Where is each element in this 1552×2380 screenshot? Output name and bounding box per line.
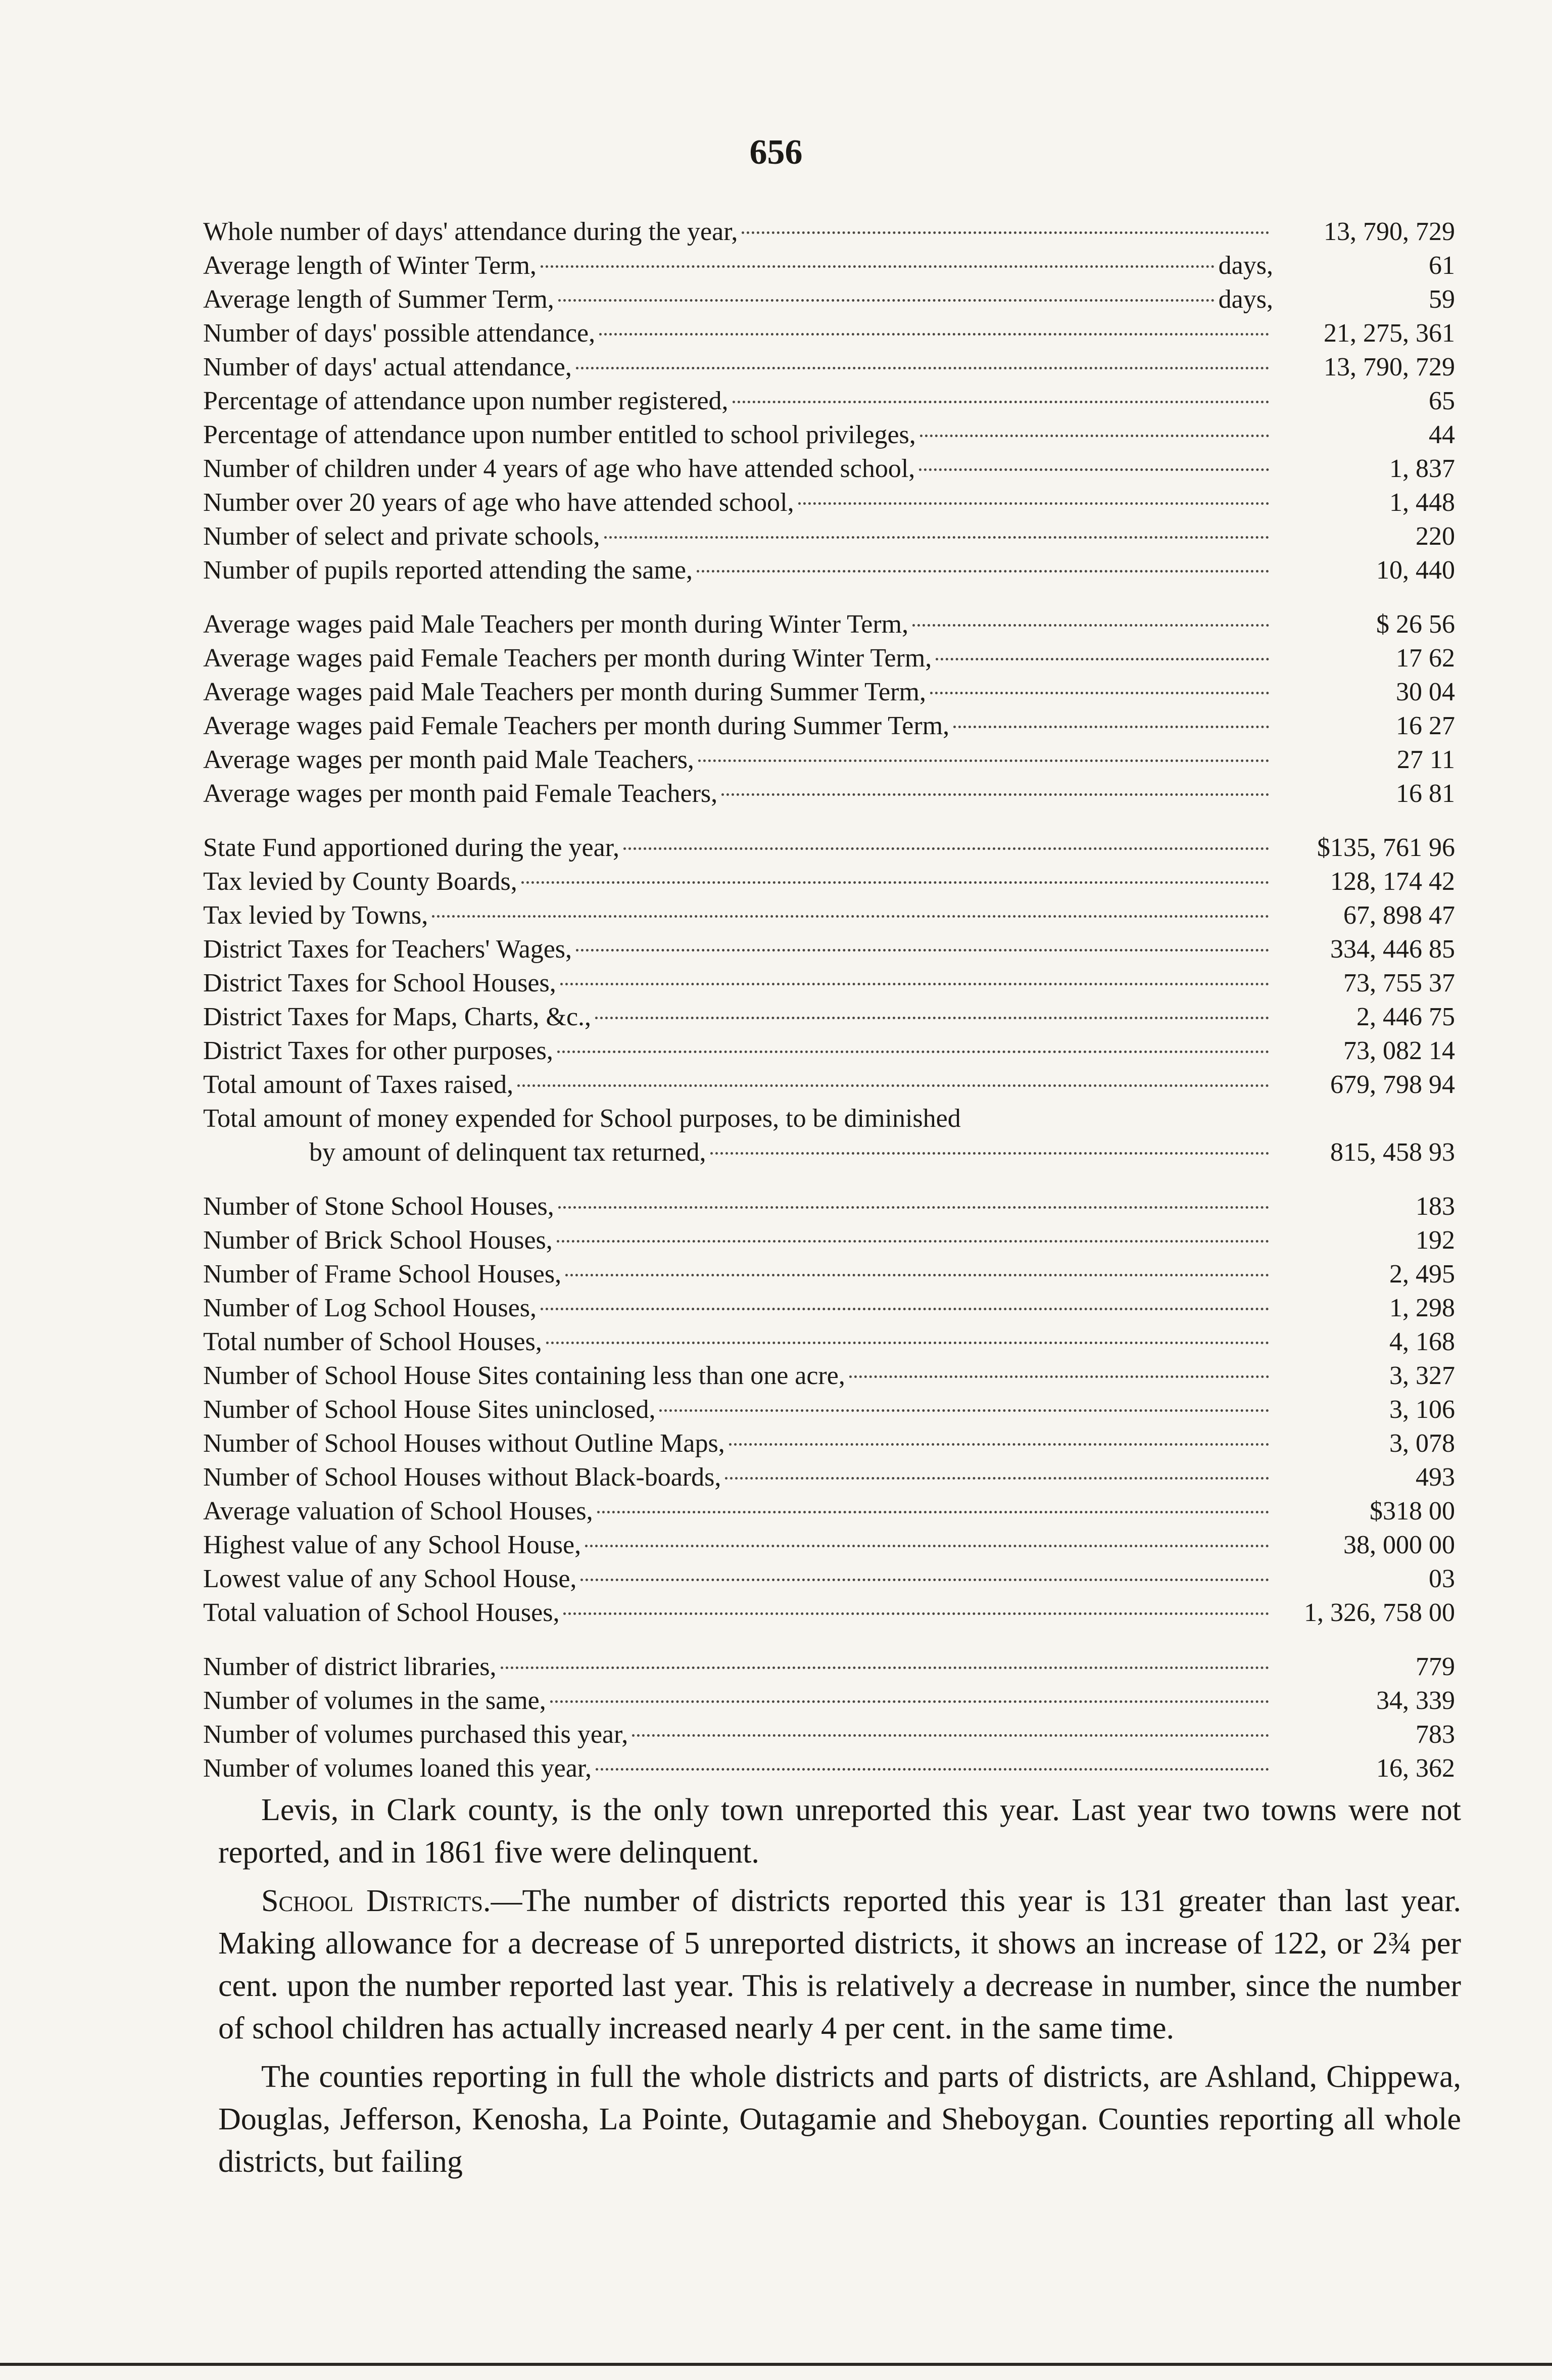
stat-value: 73, 755 37 <box>1343 969 1455 997</box>
stat-row <box>203 1393 1455 1426</box>
stat-row <box>203 966 1455 1000</box>
stat-value: 03 <box>1429 1564 1455 1593</box>
dot-leader <box>920 434 1269 437</box>
stat-row <box>203 1325 1455 1359</box>
stat-label: Average wages per month paid Female Teachers, <box>203 779 718 808</box>
stat-row <box>203 865 1455 898</box>
stat-row <box>203 1359 1455 1393</box>
stat-label: Number of district libraries, <box>203 1652 497 1681</box>
attendance-group <box>203 215 1455 587</box>
stat-label: Number of select and private schools, <box>203 522 600 551</box>
wages-group <box>203 607 1455 811</box>
stat-value: 183 <box>1416 1192 1455 1221</box>
stat-value: 34, 339 <box>1376 1686 1455 1715</box>
stat-label: Average wages paid Female Teachers per month during Summer Term, <box>203 711 950 740</box>
stat-label: Number of Frame School Houses, <box>203 1260 562 1289</box>
dot-leader <box>798 502 1269 505</box>
stat-row <box>203 777 1455 811</box>
stat-label: District Taxes for Maps, Charts, &c., <box>203 1003 592 1031</box>
stat-row <box>203 709 1455 743</box>
stat-row <box>203 831 1455 865</box>
stat-value: 16 27 <box>1396 711 1455 740</box>
stat-row <box>203 1650 1455 1684</box>
dot-leader <box>623 847 1269 850</box>
dot-leader <box>912 624 1269 627</box>
stat-label: Average length of Winter Term, <box>203 251 537 280</box>
stat-value: 128, 174 42 <box>1330 867 1455 896</box>
stat-row <box>203 316 1455 350</box>
stat-value: 1, 326, 758 00 <box>1304 1598 1455 1627</box>
stat-row <box>203 1596 1455 1630</box>
stat-value: 17 62 <box>1396 644 1455 673</box>
stat-row <box>203 641 1455 675</box>
section-heading: School Districts. <box>261 1884 491 1918</box>
stat-label: Tax levied by County Boards, <box>203 867 517 896</box>
dot-leader <box>557 1050 1269 1053</box>
stat-row <box>203 1460 1455 1494</box>
dot-leader <box>936 657 1269 660</box>
stat-row <box>203 452 1455 486</box>
stat-label: by amount of delinquent tax returned, <box>309 1138 706 1167</box>
stat-label: Average wages paid Female Teachers per month during Winter Term, <box>203 644 932 673</box>
stat-label: Average wages per month paid Male Teachers, <box>203 745 694 774</box>
stat-row <box>203 1426 1455 1460</box>
stat-unit: days, <box>1218 251 1273 280</box>
dot-leader <box>517 1084 1269 1087</box>
stat-label: Number of School Houses without Outline Maps, <box>203 1429 725 1458</box>
dot-leader <box>596 1768 1269 1771</box>
dot-leader <box>563 1612 1269 1615</box>
bottom-rule <box>0 2363 1552 2366</box>
stat-row <box>203 553 1455 587</box>
stat-row <box>203 350 1455 384</box>
stat-label: Total number of School Houses, <box>203 1327 542 1356</box>
stat-label: District Taxes for Teachers' Wages, <box>203 935 572 964</box>
dot-leader <box>558 299 1215 302</box>
dot-leader <box>580 1578 1269 1581</box>
stat-value: 1, 448 <box>1389 488 1455 517</box>
stat-row <box>203 1068 1455 1102</box>
dot-leader <box>698 759 1269 762</box>
stat-row <box>203 1718 1455 1751</box>
stat-label: Number of volumes loaned this year, <box>203 1754 592 1783</box>
stat-value: $318 00 <box>1370 1497 1455 1526</box>
stat-row <box>203 418 1455 452</box>
dot-leader <box>560 982 1269 985</box>
stat-row <box>203 1684 1455 1718</box>
stat-value: 220 <box>1416 522 1455 551</box>
stat-label: Average wages paid Male Teachers per month during Winter Term, <box>203 610 909 639</box>
stat-row <box>203 932 1455 966</box>
dot-leader <box>546 1341 1269 1344</box>
stat-value: 1, 298 <box>1389 1294 1455 1322</box>
stat-row <box>203 1528 1455 1562</box>
dot-leader <box>733 400 1269 403</box>
stat-label: District Taxes for other purposes, <box>203 1036 553 1065</box>
dot-leader <box>585 1544 1269 1547</box>
stat-value: 73, 082 14 <box>1343 1036 1455 1065</box>
stat-value: 4, 168 <box>1389 1327 1455 1356</box>
stat-row <box>203 1189 1455 1223</box>
stat-label: Highest value of any School House, <box>203 1531 581 1559</box>
dot-leader <box>849 1375 1269 1378</box>
stat-value: 30 04 <box>1396 678 1455 706</box>
stat-row <box>203 898 1455 932</box>
dot-leader <box>632 1734 1269 1737</box>
dot-leader <box>742 231 1269 234</box>
stat-label: Average wages paid Male Teachers per month during Summer Term, <box>203 678 926 706</box>
stat-row-finance-total <box>203 1102 1455 1169</box>
stat-label: Total amount of money expended for School purposes, to be diminished <box>203 1104 961 1133</box>
dot-leader <box>697 569 1269 573</box>
stat-label: Number of School House Sites uninclosed, <box>203 1395 656 1424</box>
stat-value: 3, 327 <box>1389 1361 1455 1390</box>
dot-leader <box>541 1307 1269 1310</box>
dot-leader <box>565 1273 1269 1276</box>
stat-row <box>203 1000 1455 1034</box>
libraries-group <box>203 1650 1455 1785</box>
stat-value: 334, 446 85 <box>1330 935 1455 964</box>
stat-value: 493 <box>1416 1463 1455 1492</box>
stat-label: State Fund apportioned during the year, <box>203 833 619 862</box>
stat-label: Total amount of Taxes raised, <box>203 1070 514 1099</box>
stat-row <box>203 1257 1455 1291</box>
dot-leader <box>550 1700 1269 1703</box>
dot-leader <box>710 1152 1269 1155</box>
dot-leader <box>541 265 1215 268</box>
stat-row <box>203 607 1455 641</box>
stat-row <box>203 486 1455 519</box>
stat-value: 2, 446 75 <box>1356 1003 1455 1031</box>
dot-leader <box>721 793 1269 796</box>
stat-label: Tax levied by Towns, <box>203 901 428 930</box>
stat-value: 2, 495 <box>1389 1260 1455 1289</box>
stat-label: Average valuation of School Houses, <box>203 1497 593 1526</box>
stat-row <box>203 282 1455 316</box>
dot-leader <box>558 1206 1269 1209</box>
stat-row <box>203 384 1455 418</box>
dot-leader <box>521 881 1269 884</box>
stat-label: Number of days' possible attendance, <box>203 319 596 348</box>
stat-value: 44 <box>1429 420 1455 449</box>
dot-leader <box>930 691 1269 694</box>
stat-value: 783 <box>1416 1720 1455 1749</box>
dot-leader <box>557 1240 1269 1243</box>
stat-value: 1, 837 <box>1389 454 1455 483</box>
stat-value: 67, 898 47 <box>1343 901 1455 930</box>
stat-value: 3, 078 <box>1389 1429 1455 1458</box>
dot-leader <box>597 1510 1269 1513</box>
stat-value: 65 <box>1429 387 1455 415</box>
stat-label: Number of Brick School Houses, <box>203 1226 553 1255</box>
dot-leader <box>432 915 1269 918</box>
statistics-table <box>203 215 1455 1805</box>
stat-label: Number of days' actual attendance, <box>203 353 572 382</box>
stat-row <box>203 1034 1455 1068</box>
stat-label: Number of volumes purchased this year, <box>203 1720 628 1749</box>
stat-label: Whole number of days' attendance during the year, <box>203 217 738 246</box>
stat-value: 59 <box>1429 285 1455 314</box>
stat-row <box>203 1494 1455 1528</box>
stat-row <box>203 249 1455 282</box>
body-text <box>218 1789 1461 2189</box>
stat-label: Percentage of attendance upon number registered, <box>203 387 729 415</box>
stat-label: Number over 20 years of age who have attended school, <box>203 488 794 517</box>
stat-value: 13, 790, 729 <box>1324 353 1455 382</box>
dot-leader <box>595 1016 1269 1019</box>
dot-leader <box>729 1443 1269 1446</box>
stat-row <box>203 1223 1455 1257</box>
stat-value: 38, 000 00 <box>1343 1531 1455 1559</box>
stat-label: Total valuation of School Houses, <box>203 1598 560 1627</box>
paragraph: Levis, in Clark county, is the only town unreported this year. Last year two towns were not reported, and in 1861 five were delinquent. <box>218 1793 1461 1870</box>
stat-row <box>203 215 1455 249</box>
dot-leader <box>576 366 1269 369</box>
stat-row <box>203 1562 1455 1596</box>
stat-value: 61 <box>1429 251 1455 280</box>
stat-label: Number of children under 4 years of age who have attended school, <box>203 454 915 483</box>
stat-value: 815, 458 93 <box>1330 1138 1455 1167</box>
stat-value: 10, 440 <box>1376 556 1455 585</box>
dot-leader <box>919 468 1269 471</box>
school-houses-group <box>203 1189 1455 1630</box>
stat-row <box>203 743 1455 777</box>
dot-leader <box>659 1409 1269 1412</box>
stat-label: District Taxes for School Houses, <box>203 969 556 997</box>
stat-row <box>203 519 1455 553</box>
stat-label: Percentage of attendance upon number entitled to school privileges, <box>203 420 916 449</box>
stat-label: Number of pupils reported attending the same, <box>203 556 693 585</box>
dot-leader <box>599 332 1269 336</box>
stat-value: 27 11 <box>1396 745 1455 774</box>
page-number: 656 <box>749 133 803 172</box>
stat-value: 3, 106 <box>1389 1395 1455 1424</box>
stat-row <box>203 675 1455 709</box>
stat-label: Lowest value of any School House, <box>203 1564 577 1593</box>
stat-label: Number of Stone School Houses, <box>203 1192 554 1221</box>
stat-value: $ 26 56 <box>1376 610 1455 639</box>
stat-label: Average length of Summer Term, <box>203 285 554 314</box>
stat-row <box>203 1751 1455 1785</box>
stat-value: 16, 362 <box>1376 1754 1455 1783</box>
stat-value: 21, 275, 361 <box>1324 319 1455 348</box>
paragraph-text: —The number of districts reported this year is 131 greater than last year. Making allowance for a decrease of 5 unreported districts, it shows an increase of 122, or 2¾ per cent. upon the number reported last year. This is relatively a decrease in number, since the number of school children has actually increased nearly 4 per cent. in the same time. <box>218 1884 1461 2045</box>
stat-label: Number of School Houses without Black-boards, <box>203 1463 721 1492</box>
stat-value: $135, 761 96 <box>1317 833 1455 862</box>
stat-unit: days, <box>1218 285 1273 314</box>
stat-value: 679, 798 94 <box>1330 1070 1455 1099</box>
dot-leader <box>953 725 1269 728</box>
stat-value: 13, 790, 729 <box>1324 217 1455 246</box>
stat-value: 779 <box>1416 1652 1455 1681</box>
dot-leader <box>604 536 1269 539</box>
dot-leader <box>576 948 1269 951</box>
paragraph: The counties reporting in full the whole districts and parts of districts, are Ashland, Chippewa, Douglas, Jefferson, Kenosha, La Pointe, Outagamie and Sheboygan. Counties reporting all whole districts, but failing <box>218 2060 1461 2179</box>
dot-leader <box>725 1477 1269 1480</box>
dot-leader <box>501 1666 1269 1669</box>
stat-value: 192 <box>1416 1226 1455 1255</box>
stat-label: Number of School House Sites containing less than one acre, <box>203 1361 845 1390</box>
stat-row <box>203 1291 1455 1325</box>
stat-label: Number of volumes in the same, <box>203 1686 546 1715</box>
stat-value: 16 81 <box>1396 779 1455 808</box>
stat-label: Number of Log School Houses, <box>203 1294 537 1322</box>
finances-group <box>203 831 1455 1169</box>
paragraph <box>218 1880 1461 2050</box>
